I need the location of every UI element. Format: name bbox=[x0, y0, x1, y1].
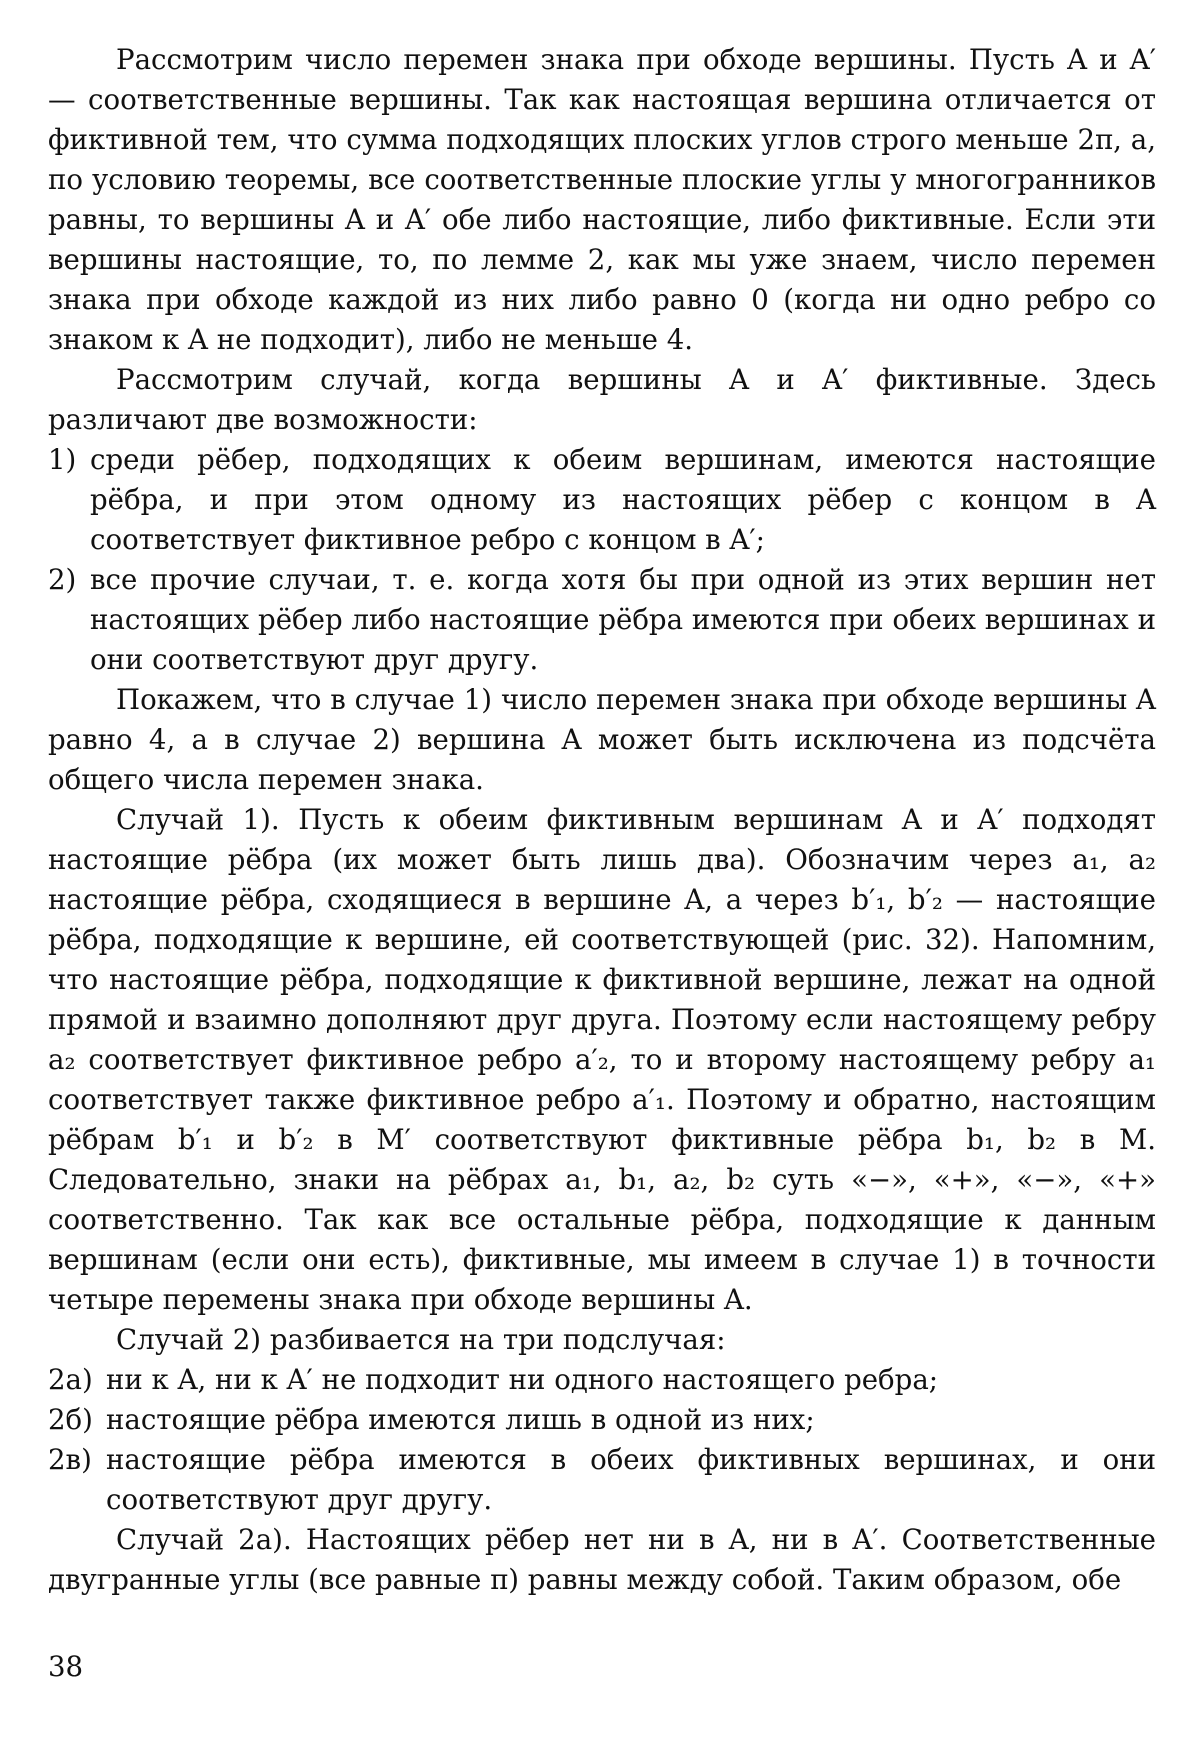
paragraph: Покажем, что в случае 1) число перемен знака при обходе вершины A равно 4, а в случае 2) вершина A может быть исключена из подсчёта общего числа перемен знака. bbox=[48, 683, 1156, 796]
list-item-text: ни к A, ни к A′ не подходит ни одного настоящего ребра; bbox=[106, 1363, 939, 1396]
paragraph: Случай 2) разбивается на три подслучая: bbox=[116, 1323, 726, 1356]
paragraph: Рассмотрим случай, когда вершины A и A′ фиктивные. Здесь различают две возможности: bbox=[48, 363, 1156, 436]
list-item-text: среди рёбер, подходящих к обеим вершинам, имеются настоящие рёбра, и при этом одному из настоящих рёбер с концом в A соответствует фиктивное ребро с концом в A′; bbox=[90, 443, 1156, 556]
list-item-text: настоящие рёбра имеются в обеих фиктивных вершинах, и они соответствуют друг другу. bbox=[106, 1443, 1156, 1516]
list-item bbox=[48, 1360, 1156, 1400]
list-item-number: 2а) bbox=[48, 1363, 93, 1396]
paragraph: Случай 1). Пусть к обеим фиктивным вершинам A и A′ подходят настоящие рёбра (их может быть лишь два). Обозначим через a₁, a₂ настоящие рёбра, сходящиеся в вершине A, а через b′₁, b′₂ — настоящие рёбра, подходящие к вершине, ей соответствующей (рис. 32). Напомним, что настоящие рёбра, подходящие к фиктивной вершине, лежат на одной прямой и взаимно дополняют друг друга. Поэтому если настоящему ребру a₂ соответствует фиктивное ребро a′₂, то и второму настоящему ребру a₁ соответствует также фиктивное ребро a′₁. Поэтому и обратно, настоящим рёбрам b′₁ и b′₂ в M′ соответствуют фиктивные рёбра b₁, b₂ в M. Следовательно, знаки на рёбрах a₁, b₁, a₂, b₂ суть «−», «+», «−», «+» соответственно. Так как все остальные рёбра, подходящие к данным вершинам (если они есть), фиктивные, мы имеем в случае 1) в точности четыре перемены знака при обходе вершины A. bbox=[48, 803, 1156, 1316]
page-number: 38 bbox=[48, 1650, 84, 1683]
page-text bbox=[48, 40, 1156, 1600]
list-item-text: все прочие случаи, т. е. когда хотя бы при одной из этих вершин нет настоящих рёбер либо настоящие рёбра имеются при обеих вершинах и они соответствуют друг другу. bbox=[90, 563, 1156, 676]
list-item bbox=[48, 1400, 1156, 1440]
list-item bbox=[48, 560, 1156, 680]
list-item bbox=[48, 1440, 1156, 1520]
list-item-text: настоящие рёбра имеются лишь в одной из них; bbox=[106, 1403, 815, 1436]
list-item-number: 2) bbox=[48, 563, 77, 596]
numbered-list bbox=[48, 1360, 1156, 1520]
paragraph: Случай 2а). Настоящих рёбер нет ни в A, ни в A′. Соответственные двугранные углы (все равные π) равны между собой. Таким образом, обе bbox=[48, 1523, 1156, 1596]
paragraph: Рассмотрим число перемен знака при обходе вершины. Пусть A и A′ — соответственные вершины. Так как настоящая вершина отличается от фиктивной тем, что сумма подходящих плоских углов строго меньше 2π, а, по условию теоремы, все соответственные плоские углы у многогранников равны, то вершины A и A′ обе либо настоящие, либо фиктивные. Если эти вершины настоящие, то, по лемме 2, как мы уже знаем, число перемен знака при обходе каждой из них либо равно 0 (когда ни одно ребро со знаком к A не подходит), либо не меньше 4. bbox=[48, 43, 1156, 356]
list-item-number: 1) bbox=[48, 443, 77, 476]
list-item-number: 2в) bbox=[48, 1443, 92, 1476]
numbered-list bbox=[48, 440, 1156, 680]
list-item bbox=[48, 440, 1156, 560]
list-item-number: 2б) bbox=[48, 1403, 93, 1436]
